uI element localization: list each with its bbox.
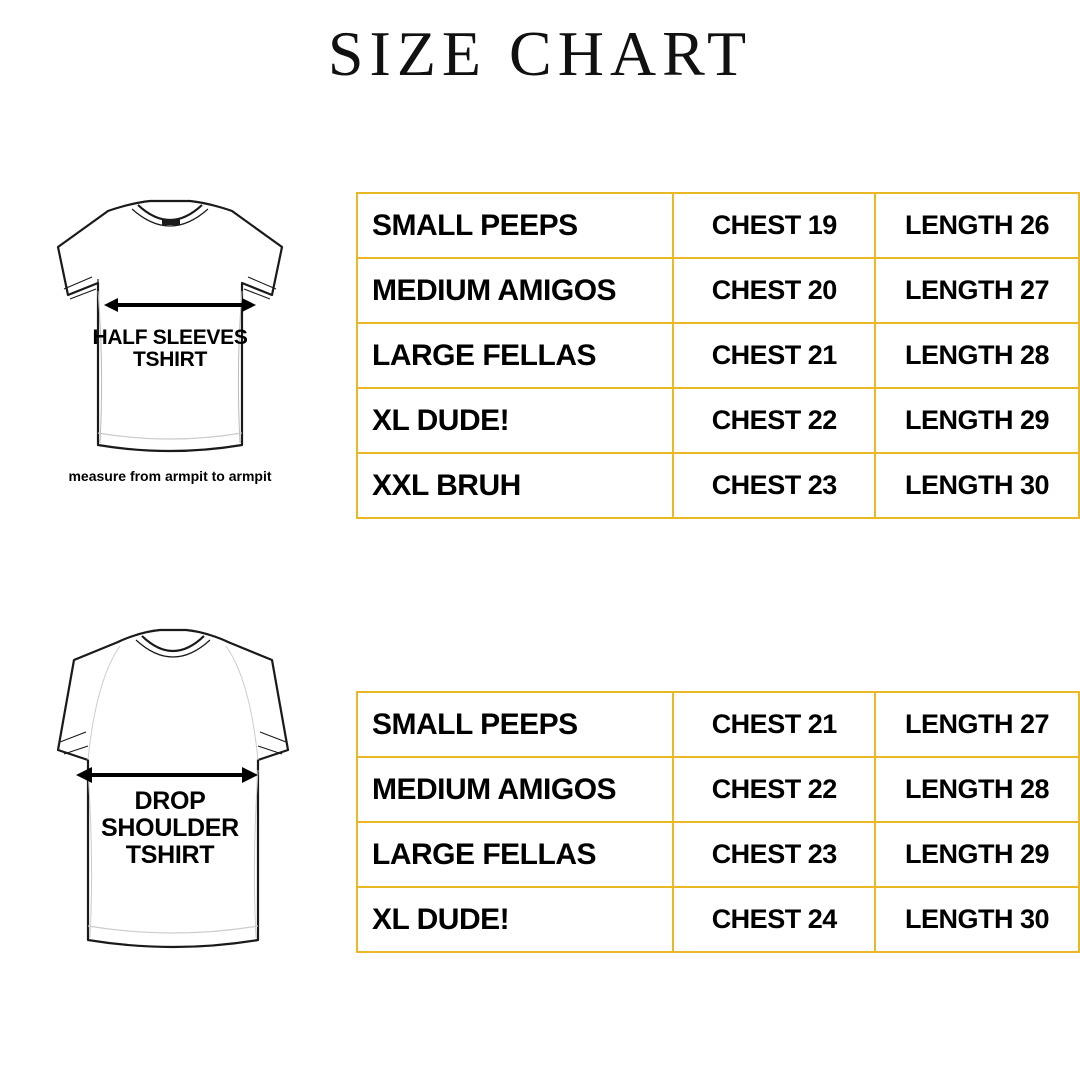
length-value-cell: LENGTH 30 <box>875 453 1079 518</box>
table-row <box>357 887 1079 952</box>
drop-shoulder-size-table <box>356 691 1080 953</box>
half-sleeves-label <box>20 327 320 372</box>
table-row <box>357 822 1079 887</box>
drop-shoulder-label-line-2: SHOULDER <box>101 813 239 842</box>
size-name-cell: LARGE FELLAS <box>357 323 673 388</box>
table-row <box>357 258 1079 323</box>
table-row <box>357 453 1079 518</box>
length-value-cell: LENGTH 29 <box>875 822 1079 887</box>
half-sleeves-caption: measure from armpit to armpit <box>68 468 272 484</box>
size-name-cell: MEDIUM AMIGOS <box>357 258 673 323</box>
half-sleeves-size-table <box>356 192 1080 519</box>
length-value-cell: LENGTH 26 <box>875 193 1079 258</box>
size-name-cell: MEDIUM AMIGOS <box>357 757 673 822</box>
table-row <box>357 692 1079 757</box>
chest-value-cell: CHEST 24 <box>673 887 875 952</box>
page-title: SIZE CHART <box>327 18 753 89</box>
table-row <box>357 388 1079 453</box>
length-value-cell: LENGTH 28 <box>875 323 1079 388</box>
size-name-cell: XL DUDE! <box>357 388 673 453</box>
size-name-cell: SMALL PEEPS <box>357 692 673 757</box>
chest-value-cell: CHEST 19 <box>673 193 875 258</box>
chest-value-cell: CHEST 23 <box>673 822 875 887</box>
drop-shoulder-label-line-1: DROP <box>134 787 206 815</box>
half-sleeves-label-line-2: TSHIRT <box>132 348 208 372</box>
size-name-cell: XL DUDE! <box>357 887 673 952</box>
length-value-cell: LENGTH 29 <box>875 388 1079 453</box>
drop-shoulder-label-line-3: TSHIRT <box>125 840 215 869</box>
half-sleeves-illustration <box>20 195 320 495</box>
table-row <box>357 323 1079 388</box>
chest-value-cell: CHEST 21 <box>673 692 875 757</box>
length-value-cell: LENGTH 30 <box>875 887 1079 952</box>
chest-value-cell: CHEST 23 <box>673 453 875 518</box>
table-row <box>357 193 1079 258</box>
half-sleeves-label-line-1: HALF SLEEVES <box>92 326 248 349</box>
chest-value-cell: CHEST 20 <box>673 258 875 323</box>
length-value-cell: LENGTH 27 <box>875 692 1079 757</box>
chest-value-cell: CHEST 22 <box>673 388 875 453</box>
chest-value-cell: CHEST 22 <box>673 757 875 822</box>
table-row <box>357 757 1079 822</box>
size-name-cell: SMALL PEEPS <box>357 193 673 258</box>
size-name-cell: LARGE FELLAS <box>357 822 673 887</box>
length-value-cell: LENGTH 27 <box>875 258 1079 323</box>
size-name-cell: XXL BRUH <box>357 453 673 518</box>
drop-shoulder-illustration <box>10 620 330 990</box>
chest-value-cell: CHEST 21 <box>673 323 875 388</box>
length-value-cell: LENGTH 28 <box>875 757 1079 822</box>
drop-shoulder-label <box>10 788 330 868</box>
